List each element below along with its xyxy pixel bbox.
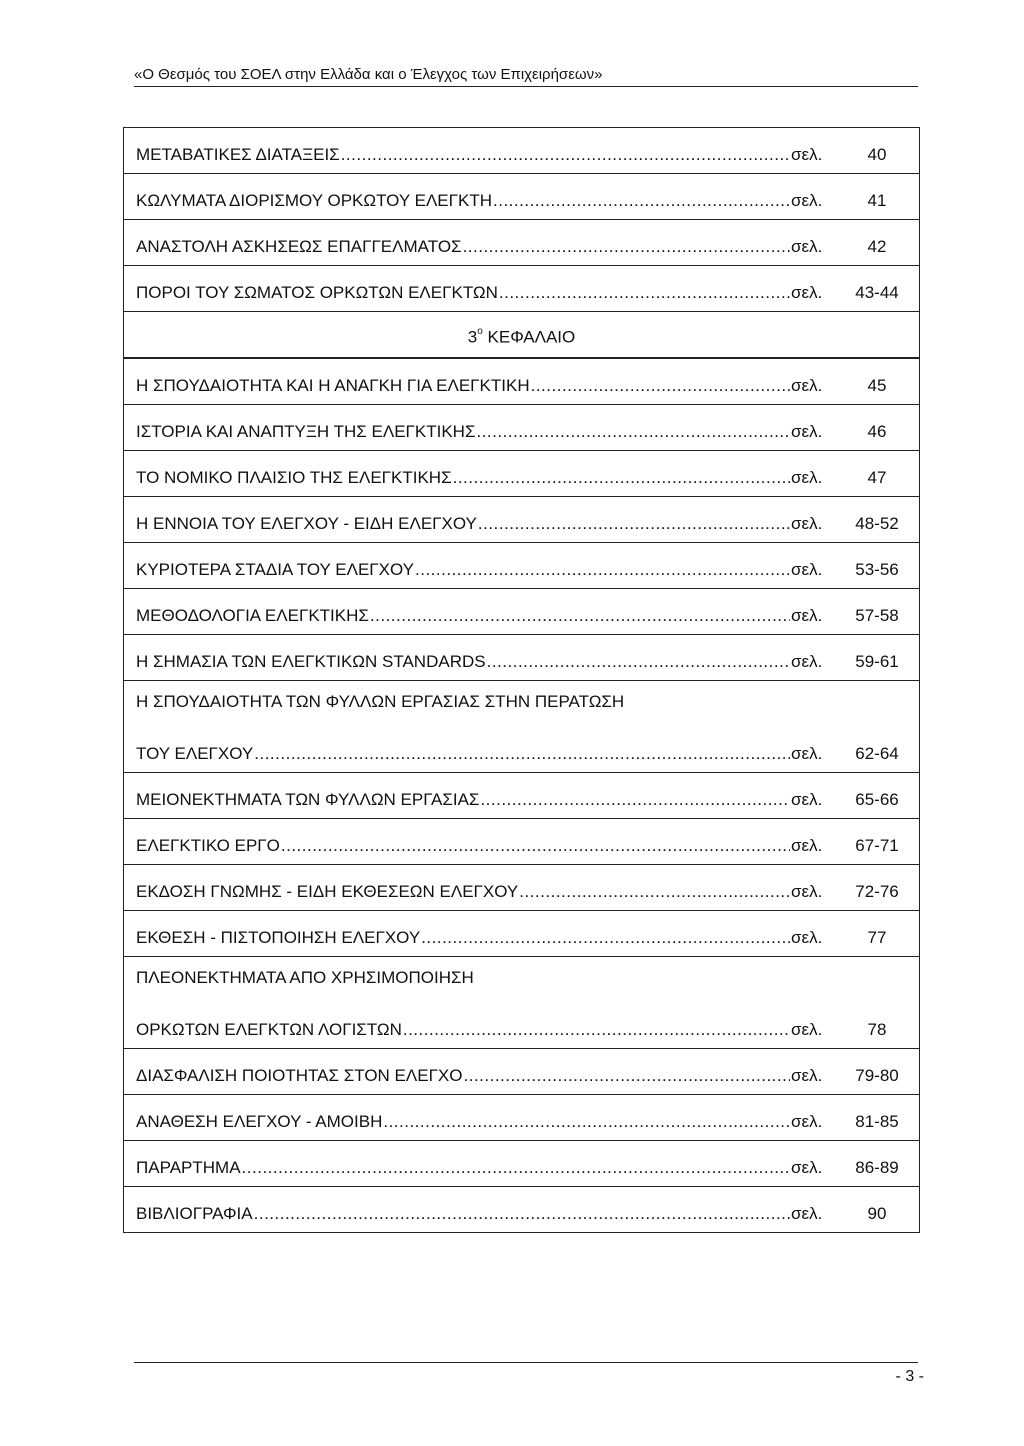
toc-entry-page: 81-85 xyxy=(855,1112,899,1131)
toc-entry-page: 48-52 xyxy=(855,514,899,533)
toc-entry-page: 65-66 xyxy=(855,790,899,809)
toc-entry-title: ΚΩΛΥΜΑΤΑ ΔΙΟΡΙΣΜΟΥ ΟΡΚΩΤΟΥ ΕΛΕΓΚΤΗ xyxy=(136,191,493,210)
dot-leader xyxy=(453,468,790,488)
toc-entry xyxy=(124,127,919,174)
toc-entry-title: Η ΣΗΜΑΣΙΑ ΤΩΝ ΕΛΕΓΚΤΙΚΩΝ STANDARDS xyxy=(136,652,486,671)
chapter-heading xyxy=(124,312,919,358)
toc-entry-page: 62-64 xyxy=(855,744,899,763)
toc-entry-sel-label: σελ. xyxy=(791,376,823,395)
toc-entry-sel-label: σελ. xyxy=(791,283,823,302)
dot-leader xyxy=(341,145,790,165)
dot-leader xyxy=(421,928,790,948)
toc-entry xyxy=(124,266,919,312)
toc-entry-sel-label: σελ. xyxy=(791,145,823,164)
toc-entry-title: ΚΥΡΙΟΤΕΡΑ ΣΤΑΔΙΑ ΤΟΥ ΕΛΕΓΧΟΥ xyxy=(136,560,415,579)
toc-entry-sel-label: σελ. xyxy=(791,422,823,441)
toc-entry-title: Η ΕΝΝΟΙΑ ΤΟΥ ΕΛΕΓΧΟΥ - ΕΙΔΗ ΕΛΕΓΧΟΥ xyxy=(136,514,477,533)
dot-leader xyxy=(499,283,790,303)
toc-entry xyxy=(124,773,919,819)
toc-entry-title: ΑΝΑΘΕΣΗ ΕΛΕΓΧΟΥ - ΑΜΟΙΒΗ xyxy=(136,1112,383,1131)
toc-entry-sel-label: σελ. xyxy=(791,1112,823,1131)
toc-entry-page: 79-80 xyxy=(855,1066,899,1085)
toc-entry-title: Η ΣΠΟΥΔΑΙΟΤΗΤΑ ΚΑΙ Η ΑΝΑΓΚΗ ΓΙΑ ΕΛΕΓΚΤΙΚΗ xyxy=(136,376,530,395)
toc-entry xyxy=(124,589,919,635)
chapter-label: ΚΕΦΑΛΑΙΟ xyxy=(487,327,576,347)
dot-leader xyxy=(476,422,790,442)
toc-entry-page: 53-56 xyxy=(855,560,899,579)
toc-entry-page: 78 xyxy=(867,1020,887,1039)
toc-entry-sel-label: σελ. xyxy=(791,744,823,763)
toc-entry xyxy=(124,635,919,681)
toc-entry-page: 67-71 xyxy=(855,836,899,855)
toc-entry-page: 72-76 xyxy=(855,882,899,901)
toc-entry xyxy=(124,451,919,497)
dot-leader xyxy=(242,1158,790,1178)
dot-leader xyxy=(493,191,790,211)
toc-entry xyxy=(124,957,919,1049)
table-of-contents xyxy=(123,127,920,1233)
toc-entry-page: 42 xyxy=(867,237,887,256)
toc-entry-title: ΒΙΒΛΙΟΓΡΑΦΙΑ xyxy=(136,1204,253,1223)
toc-entry xyxy=(124,865,919,911)
toc-entry-sel-label: σελ. xyxy=(791,836,823,855)
toc-entry-page: 77 xyxy=(867,928,887,947)
dot-leader xyxy=(463,237,790,257)
dot-leader xyxy=(254,744,790,764)
toc-entry xyxy=(124,543,919,589)
toc-entry xyxy=(124,681,919,773)
toc-entry xyxy=(124,1095,919,1141)
running-header: «Ο Θεσμός του ΣΟΕΛ στην Ελλάδα και ο Έλεγχος των Επιχειρήσεων» xyxy=(134,66,918,87)
toc-entry xyxy=(124,405,919,451)
dot-leader xyxy=(254,1204,790,1224)
page-number: - 3 - xyxy=(895,1368,924,1385)
toc-entry xyxy=(124,819,919,865)
dot-leader xyxy=(383,1112,790,1132)
dot-leader xyxy=(478,514,790,534)
dot-leader xyxy=(480,790,790,810)
toc-entry-title: ΜΕΙΟΝΕΚΤΗΜΑΤΑ ΤΩΝ ΦΥΛΛΩΝ ΕΡΓΑΣΙΑΣ xyxy=(136,790,480,809)
toc-entry xyxy=(124,174,919,220)
toc-entry-title: ΑΝΑΣΤΟΛΗ ΑΣΚΗΣΕΩΣ ΕΠΑΓΓΕΛΜΑΤΟΣ xyxy=(136,237,462,256)
toc-entry-page: 57-58 xyxy=(855,606,899,625)
toc-entry-title: ΜΕΤΑΒΑΤΙΚΕΣ ΔΙΑΤΑΞΕΙΣ xyxy=(136,145,340,164)
toc-entry xyxy=(124,1049,919,1095)
dot-leader xyxy=(519,882,790,902)
toc-entry-page: 41 xyxy=(867,191,887,210)
toc-entry-sel-label: σελ. xyxy=(791,882,823,901)
toc-entry-title: ΠΑΡΑΡΤΗΜΑ xyxy=(136,1158,241,1177)
toc-entry-sel-label: σελ. xyxy=(791,514,823,533)
toc-entry-title: ΕΚΔΟΣΗ ΓΝΩΜΗΣ - ΕΙΔΗ ΕΚΘΕΣΕΩΝ ΕΛΕΓΧΟΥ xyxy=(136,882,519,901)
chapter-number: 3 xyxy=(467,327,478,347)
toc-entry xyxy=(124,1187,919,1233)
toc-entry-title: ΕΚΘΕΣΗ - ΠΙΣΤΟΠΟΙΗΣΗ ΕΛΕΓΧΟΥ xyxy=(136,928,421,947)
toc-entry-title: ΤΟ ΝΟΜΙΚΟ ΠΛΑΙΣΙΟ ΤΗΣ ΕΛΕΓΚΤΙΚΗΣ xyxy=(136,468,452,487)
dot-leader xyxy=(487,652,790,672)
dot-leader xyxy=(531,376,790,396)
toc-entry-sel-label: σελ. xyxy=(791,652,823,671)
chapter-ordinal-mark: ο xyxy=(477,326,483,337)
toc-entry-title: ΜΕΘΟΔΟΛΟΓΙΑ ΕΛΕΓΚΤΙΚΗΣ xyxy=(136,606,369,625)
toc-entry-sel-label: σελ. xyxy=(791,928,823,947)
toc-entry-sel-label: σελ. xyxy=(791,606,823,625)
toc-entry-page: 59-61 xyxy=(855,652,899,671)
toc-entry-title: ΙΣΤΟΡΙΑ ΚΑΙ ΑΝΑΠΤΥΞΗ ΤΗΣ ΕΛΕΓΚΤΙΚΗΣ xyxy=(136,422,476,441)
toc-entry-sel-label: σελ. xyxy=(791,468,823,487)
dot-leader xyxy=(281,836,790,856)
toc-entry xyxy=(124,911,919,957)
dot-leader xyxy=(370,606,790,626)
toc-entry-title: ΟΡΚΩΤΩΝ ΕΛΕΓΚΤΩΝ ΛΟΓΙΣΤΩΝ xyxy=(136,1020,402,1039)
toc-entry xyxy=(124,358,919,405)
toc-entry-page: 40 xyxy=(867,145,887,164)
footer-rule xyxy=(134,1362,918,1363)
toc-entry xyxy=(124,497,919,543)
toc-entry-sel-label: σελ. xyxy=(791,237,823,256)
toc-entry-title: ΕΛΕΓΚΤΙΚΟ ΕΡΓΟ xyxy=(136,836,280,855)
toc-entry xyxy=(124,1141,919,1187)
toc-entry-title: ΔΙΑΣΦΑΛΙΣΗ ΠΟΙΟΤΗΤΑΣ ΣΤΟΝ ΕΛΕΓΧΟ xyxy=(136,1066,463,1085)
toc-entry-sel-label: σελ. xyxy=(791,191,823,210)
toc-entry-sel-label: σελ. xyxy=(791,1158,823,1177)
toc-entry-page: 86-89 xyxy=(855,1158,899,1177)
toc-entry-sel-label: σελ. xyxy=(791,560,823,579)
toc-entry xyxy=(124,220,919,266)
toc-entry-title: ΠΟΡΟΙ ΤΟΥ ΣΩΜΑΤΟΣ ΟΡΚΩΤΩΝ ΕΛΕΓΚΤΩΝ xyxy=(136,283,498,302)
toc-entry-page: 43-44 xyxy=(855,283,899,302)
toc-entry-page: 90 xyxy=(867,1204,887,1223)
dot-leader xyxy=(403,1020,790,1040)
toc-entry-title-line1: ΠΛΕΟΝΕΚΤΗΜΑΤΑ ΑΠΟ ΧΡΗΣΙΜΟΠΟΙΗΣΗ xyxy=(136,968,474,987)
toc-entry-title: ΤΟΥ ΕΛΕΓΧΟΥ xyxy=(136,744,254,763)
toc-entry-sel-label: σελ. xyxy=(791,1066,823,1085)
toc-entry-title-line1: Η ΣΠΟΥΔΑΙΟΤΗΤΑ ΤΩΝ ΦΥΛΛΩΝ ΕΡΓΑΣΙΑΣ ΣΤΗΝ ΠΕΡΑΤΩΣΗ xyxy=(136,692,625,711)
toc-entry-page: 45 xyxy=(867,376,887,395)
toc-entry-page: 47 xyxy=(867,468,887,487)
toc-entry-sel-label: σελ. xyxy=(791,1204,823,1223)
dot-leader xyxy=(415,560,790,580)
toc-entry-sel-label: σελ. xyxy=(791,1020,823,1039)
toc-entry-page: 46 xyxy=(867,422,887,441)
toc-entry-sel-label: σελ. xyxy=(791,790,823,809)
dot-leader xyxy=(464,1066,791,1086)
